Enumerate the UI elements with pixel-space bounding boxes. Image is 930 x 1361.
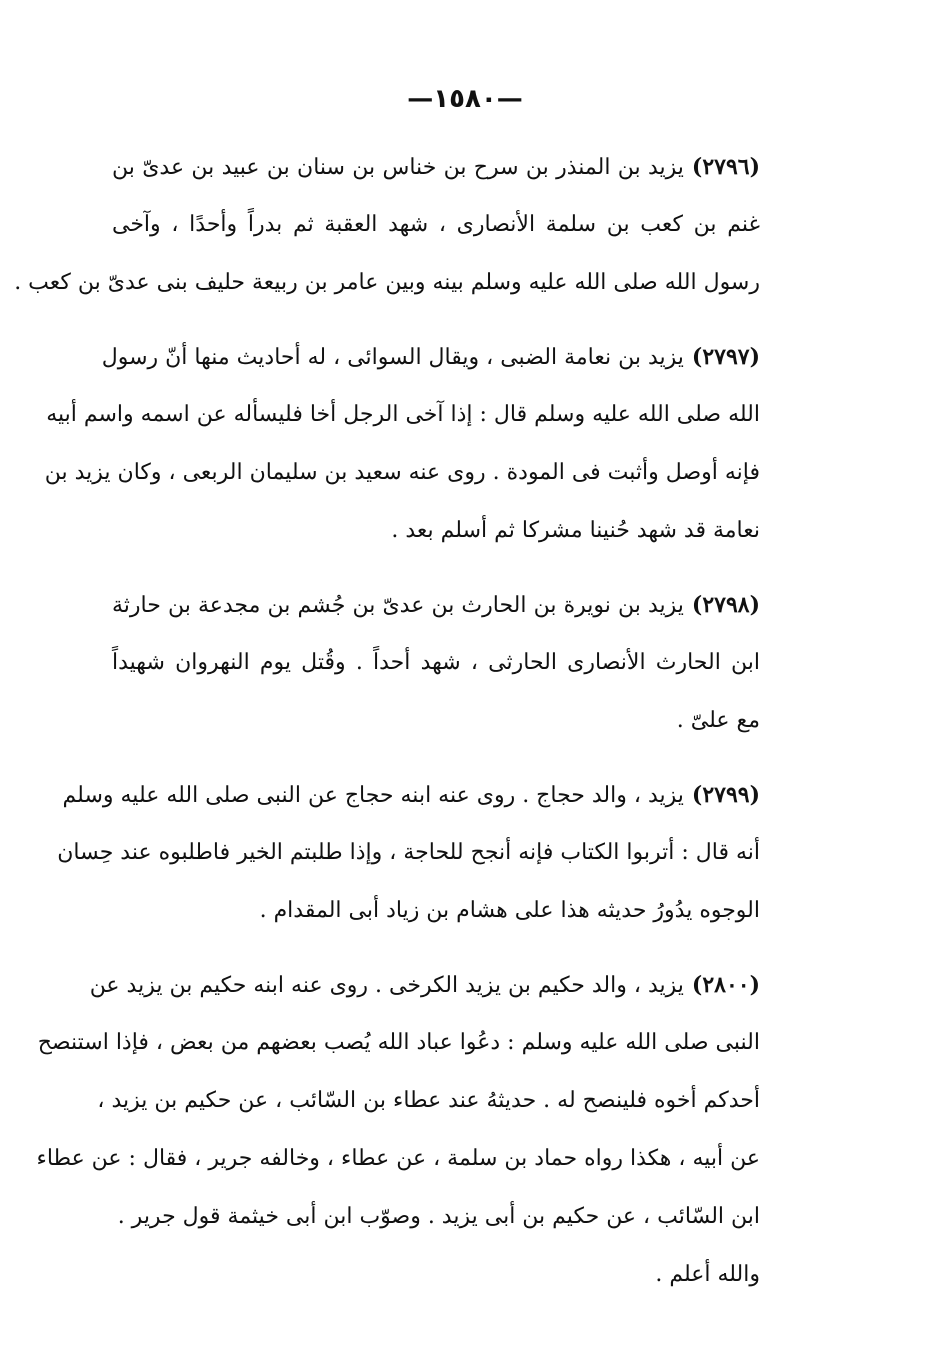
entry-line [101, 336, 760, 394]
entry-text: يزيد بن نويرة بن الحارث بن عدىّ بن جُشم بن مجدعة بن حارثة [112, 593, 684, 618]
entry-line: والله أعلم . [655, 1262, 760, 1287]
entry-text: يزيد بن نعامة الضبى ، ويقال السوائى ، له أحاديث منها أنّ رسول [101, 345, 684, 370]
entry-number: (٢٨٠٠) [691, 972, 760, 998]
entry-text: يزيد ، والد حكيم بن يزيد الكرخى . روى عنه ابنه حكيم بن يزيد عن [89, 973, 684, 998]
entry-line [62, 774, 760, 832]
entry-line: رسول الله صلى الله عليه وسلم بينه وبين عامر بن ربيعة حليف بنى عدىّ بن كعب . [14, 270, 760, 295]
entry-line: النبى صلى الله عليه وسلم : دعُوا عباد الله يُصب بعضهم من بعض ، فإذا استنصح [37, 1030, 760, 1055]
entry-text: يزيد ، والد حجاج . روى عنه ابنه حجاج عن النبى صلى الله عليه وسلم [62, 783, 684, 808]
entry-line: الوجوه يدُورُ حديثه هذا على هشام بن زياد أبى المقدام . [259, 898, 760, 923]
entry-number: (٢٧٩٨) [691, 592, 760, 618]
entry-line: أحدكم أخوه فلينصح له . حديثهُ عند عطاء بن السّائب ، عن حكيم بن يزيد ، [97, 1088, 760, 1113]
entry-line [112, 146, 760, 204]
entry-2797 [44, 336, 760, 568]
entry-2799 [57, 774, 760, 948]
page-number: —١٥٨٠— [407, 84, 523, 114]
entry-2796 [14, 146, 760, 320]
entry-line: ابن الحارث الأنصارى الحارثى ، شهد أحداً . وقُتل يوم النهروان شهيداً [112, 650, 760, 675]
entry-2800 [36, 964, 760, 1312]
entry-text: يزيد بن المنذر بن سرح بن خناس بن سنان بن عبيد بن عدىّ بن [112, 155, 684, 180]
entry-line: الله صلى الله عليه وسلم قال : إذا آخى الرجل أخا فليسأله عن اسمه واسم أبيه [46, 402, 760, 427]
entry-2798 [112, 584, 760, 758]
entry-line: مع علىّ . [676, 708, 760, 733]
entry-number: (٢٧٩٩) [691, 782, 760, 808]
entry-number: (٢٧٩٧) [691, 344, 760, 370]
entry-line: غنم بن كعب بن سلمة الأنصارى ، شهد العقبة ثم بدراً وأحدًا ، وآخى [112, 212, 760, 237]
entry-line [112, 584, 760, 642]
entry-line: نعامة قد شهد حُنينا مشركا ثم أسلم بعد . [391, 518, 760, 543]
entry-line [89, 964, 760, 1022]
entry-line: فإنه أوصل وأثبت فى المودة . روى عنه سعيد بن سليمان الربعى ، وكان يزيد بن [44, 460, 760, 485]
entry-line: عن أبيه ، هكذا رواه حماد بن سلمة ، عن عطاء ، وخالفه جرير ، فقال : عن عطاء [36, 1146, 760, 1171]
entry-number: (٢٧٩٦) [691, 154, 760, 180]
biography-entries [14, 146, 760, 1328]
entry-line: ابن السّائب ، عن حكيم بن أبى يزيد . وصوّب ابن أبى خيثمة قول جرير . [117, 1204, 760, 1229]
entry-line: أنه قال : أتربوا الكتاب فإنه أنجح للحاجة ، وإذا طلبتم الخير فاطلبوه عند حِسان [57, 840, 760, 865]
